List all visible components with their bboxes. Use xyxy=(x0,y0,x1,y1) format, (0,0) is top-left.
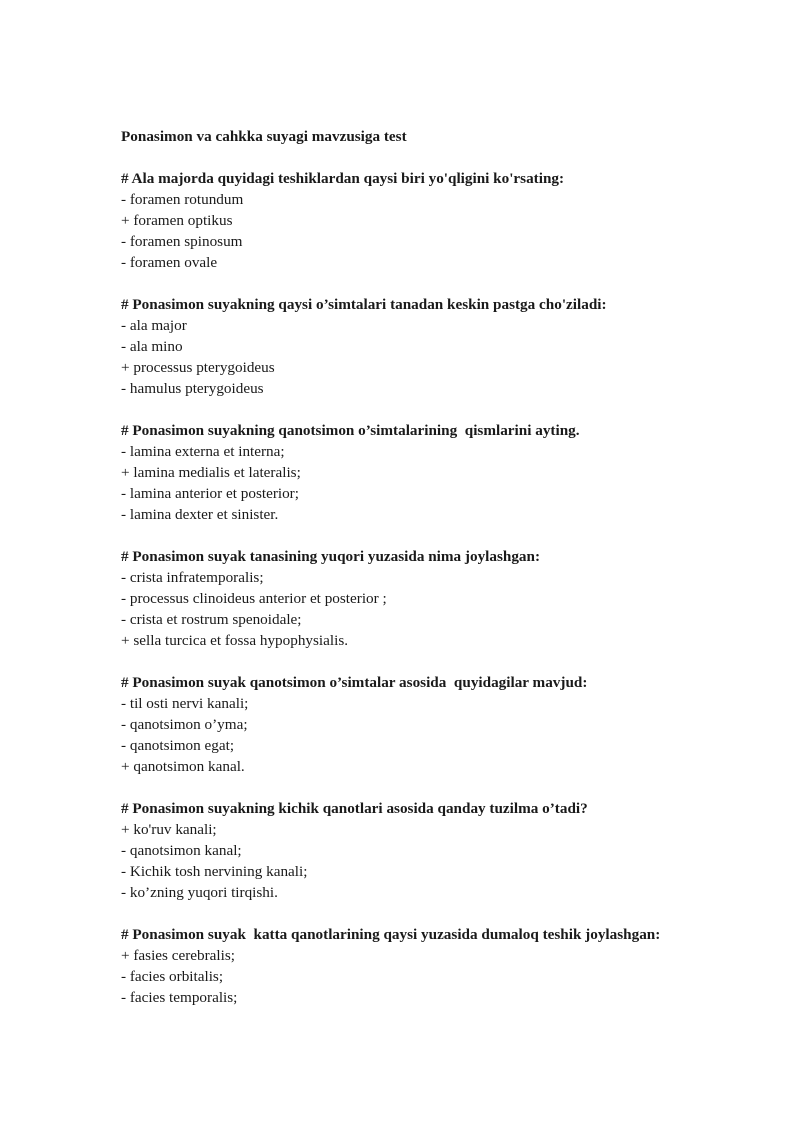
answer-option: - Kichik tosh nervining kanali; xyxy=(121,863,308,880)
question-4 xyxy=(121,546,681,651)
answer-option: - qanotsimon kanal; xyxy=(121,842,242,859)
question-3 xyxy=(121,420,681,525)
question-6 xyxy=(121,798,681,903)
answer-option: - crista et rostrum spenoidale; xyxy=(121,611,302,628)
answer-option: - qanotsimon egat; xyxy=(121,737,235,754)
document-page xyxy=(121,126,681,1029)
answer-option: - foramen rotundum xyxy=(121,191,244,208)
question-2 xyxy=(121,294,681,399)
question-text: # Ponasimon suyak tanasining yuqori yuzasida nima joylashgan: xyxy=(121,548,541,565)
answer-option: - foramen spinosum xyxy=(121,233,243,250)
answer-option: + fasies cerebralis; xyxy=(121,947,235,964)
question-5 xyxy=(121,672,681,777)
answer-option: + qanotsimon kanal. xyxy=(121,758,245,775)
question-7 xyxy=(121,924,681,1008)
document-title: Ponasimon va cahkka suyagi mavzusiga test xyxy=(121,128,407,145)
answer-option: - processus clinoideus anterior et posterior ; xyxy=(121,590,387,607)
question-text: # Ala majorda quyidagi teshiklardan qaysi biri yo'qligini ko'rsating: xyxy=(121,170,565,187)
answer-option: - facies temporalis; xyxy=(121,989,238,1006)
answer-option: - ala major xyxy=(121,317,187,334)
answer-option: - ala mino xyxy=(121,338,183,355)
answer-option: - facies orbitalis; xyxy=(121,968,224,985)
answer-option: - ko’zning yuqori tirqishi. xyxy=(121,884,278,901)
question-text: # Ponasimon suyakning qanotsimon o’simtalarining qismlarini ayting. xyxy=(121,422,580,439)
answer-option: - lamina anterior et posterior; xyxy=(121,485,299,502)
answer-option: + ko'ruv kanali; xyxy=(121,821,217,838)
answer-option: + foramen optikus xyxy=(121,212,233,229)
question-text: # Ponasimon suyakning kichik qanotlari asosida qanday tuzilma o’tadi? xyxy=(121,800,588,817)
answer-option: - foramen ovale xyxy=(121,254,218,271)
question-text: # Ponasimon suyak qanotsimon o’simtalar asosida quyidagilar mavjud: xyxy=(121,674,588,691)
answer-option: - hamulus pterygoideus xyxy=(121,380,264,397)
answer-option: - lamina dexter et sinister. xyxy=(121,506,279,523)
answer-option: - til osti nervi kanali; xyxy=(121,695,249,712)
question-1 xyxy=(121,168,681,273)
answer-option: - lamina externa et interna; xyxy=(121,443,285,460)
answer-option: - qanotsimon o’yma; xyxy=(121,716,248,733)
answer-option: + lamina medialis et lateralis; xyxy=(121,464,301,481)
question-text: # Ponasimon suyakning qaysi o’simtalari tanadan keskin pastga cho'ziladi: xyxy=(121,296,607,313)
answer-option: - crista infratemporalis; xyxy=(121,569,264,586)
answer-option: + processus pterygoideus xyxy=(121,359,275,376)
answer-option: + sella turcica et fossa hypophysialis. xyxy=(121,632,349,649)
question-text: # Ponasimon suyak katta qanotlarining qaysi yuzasida dumaloq teshik joylashgan: xyxy=(121,926,661,943)
